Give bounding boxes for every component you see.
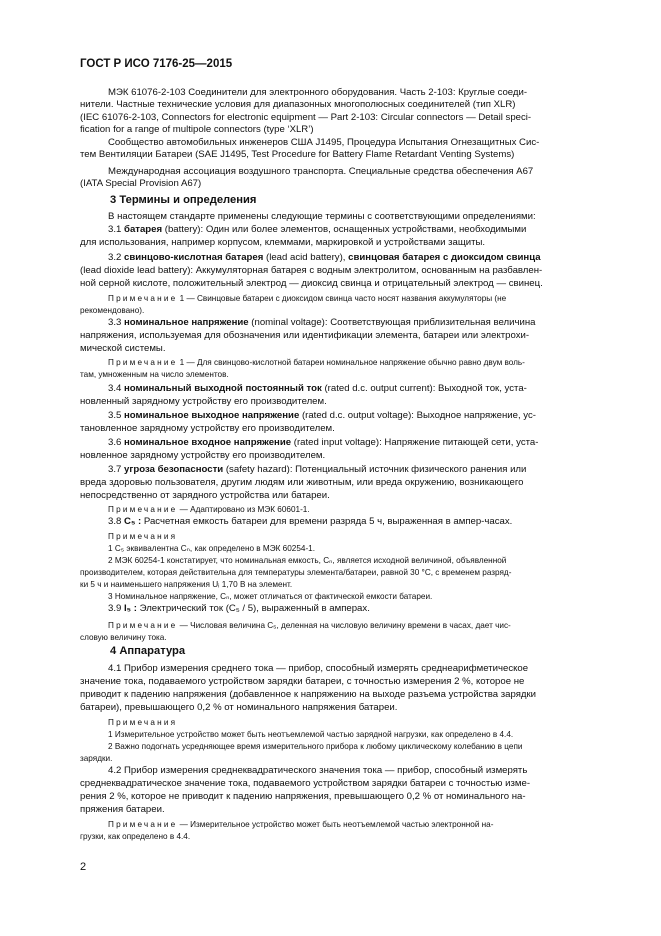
section-heading: 3 Термины и определения [110, 194, 257, 206]
note-line: 3 Номинальное напряжение, Cₙ, может отличаться от фактической емкости батареи. [108, 592, 433, 601]
note-line: Примечание — Измерительное устройство может быть неотъемлемой частью электронной на- [108, 820, 494, 829]
note-line: ки 5 ч и наименьшего напряжения Uᵢ 1,70 В на элемент. [80, 580, 293, 589]
text-line: нители. Частные технические условия для диапазонных многополюсных соединителей (тип XLR) [80, 99, 516, 110]
page-number: 2 [80, 861, 87, 873]
section-heading: 4 Аппаратура [110, 645, 186, 657]
note-line: Примечание 1 — Свинцовые батареи с диоксидом свинца часто носят названия аккумуляторы (не [108, 294, 507, 303]
text-line: непосредственно от зарядного устройства или батареи. [80, 490, 330, 501]
text-line: МЭК 61076-2-103 Соединители для электронного оборудования. Часть 2-103: Круглые соеди- [108, 87, 528, 98]
text-line: тановленное зарядному устройству его производителем. [80, 423, 335, 434]
text-line: 3.6 номинальное входное напряжение (rated input voltage): Напряжение питающей сети, уста- [108, 437, 539, 448]
note-line: 2 Важно подогнать усредняющее время измерительного прибора к любому циклическому колебанию в цепи [108, 742, 523, 751]
note-line: 1 Измерительное устройство может быть неотъемлемой частью зарядной нагрузки, как определено в 4.4. [108, 730, 514, 739]
text-line: 3.3 номинальное напряжение (nominal voltage): Соответствующая приблизительная величина [108, 317, 536, 328]
note-line: грузки, как определено в 4.4. [80, 832, 191, 841]
note-line: 1 C₅ эквивалентна Cₙ, как определено в МЭК 60254-1. [108, 544, 316, 553]
text-line: значение тока, подаваемого устройством зарядки батареи, с точностью измерения 2 %, которое не [80, 676, 525, 687]
note-line: Примечание 1 — Для свинцово-кислотной батареи номинальное напряжение обычно равно двум воль- [108, 358, 525, 367]
text-line: (lead dioxide lead battery): Аккумуляторная батарея с водным электролитом, основанным на разбавлен- [80, 265, 543, 276]
text-line: новленный зарядному устройству его производителем. [80, 396, 327, 407]
note-line: словую величину тока. [80, 633, 167, 642]
text-line: пряжения батареи. [80, 804, 165, 815]
text-line: Международная ассоциация воздушного транспорта. Специальные средства обеспечения A67 [108, 166, 534, 177]
text-line: Сообщество автомобильных инженеров США J1495, Процедура Испытания Огнезащитных Сис- [108, 137, 540, 148]
text-line: fication for a range of multipole connectors (type ‘XLR’) [80, 124, 314, 135]
text-line: рения 2 %, которое не приводит к падению напряжения, превышающего 0,2 % от номинального на- [80, 791, 526, 802]
text-line: вреда здоровью пользователя, другим людям или животным, или вреда окружению, возникающего [80, 477, 524, 488]
text-line: 3.5 номинальное выходное напряжение (rated d.c. output voltage): Выходное напряжение, ус- [108, 410, 536, 421]
text-line: среднеквадратическое значение тока, подаваемого устройством зарядки батареи с точностью изме- [80, 778, 531, 789]
text-line: 3.4 номинальный выходной постоянный ток (rated d.c. output current): Выходной ток, уста- [108, 383, 527, 394]
text-line: батареи), превышающего 0,2 % от номинального напряжения батареи. [80, 702, 398, 713]
note-line: Примечания [108, 532, 178, 541]
text-line: для использования, например корпусом, клеммами, маркировкой и устройствами защиты. [80, 237, 486, 248]
text-line: тем Вентиляции Батареи (SAE J1495, Test Procedure for Battery Flame Retardant Venting Systems) [80, 149, 515, 160]
note-line: Примечание — Числовая величина C₅, деленная на числовую величину времени в часах, дает чис- [108, 621, 511, 630]
note-line: там, умноженным на число элементов. [80, 370, 229, 379]
text-line: (IEC 61076-2-103, Connectors for electronic equipment — Part 2-103: Circular connectors — Detail speci- [80, 112, 532, 123]
text-line: 3.8 C₅ : Расчетная емкость батареи для времени разряда 5 ч, выраженная в ампер-часах. [108, 516, 513, 527]
text-line: (IATA Special Provision A67) [80, 178, 202, 189]
text-line: приводит к падению напряжения (добавленное к напряжению на выходе разъема устройства зарядки [80, 689, 537, 700]
note-line: производителем, которая действительна для температуры элемента/батареи, равной 30 °С, с временем разряд- [80, 568, 512, 577]
text-line: напряжения, используемая для обозначения или идентификации элемента, батареи или электрохи- [80, 330, 530, 341]
text-line: 4.1 Прибор измерения среднего тока — прибор, способный измерять среднеарифметическое [108, 663, 529, 674]
document-header: ГОСТ Р ИСО 7176-25—2015 [80, 58, 233, 70]
text-line: мической системы. [80, 343, 166, 354]
text-line: 3.2 свинцово-кислотная батарея (lead acid battery), свинцовая батарея с диоксидом свинца [108, 252, 541, 263]
text-line: 4.2 Прибор измерения среднеквадратического значения тока — прибор, способный измерять [108, 765, 528, 776]
note-line: зарядки. [80, 754, 113, 763]
note-line: Примечание — Адаптировано из МЭК 60601-1. [108, 505, 310, 514]
text-line: ной серной кислоте, положительный электрод — диоксид свинца и отрицательный электрод — свинец. [80, 278, 543, 289]
text-line: 3.7 угроза безопасности (safety hazard): Потенциальный источник физического ранения или [108, 464, 527, 475]
note-line: Примечания [108, 718, 178, 727]
text-line: 3.1 батарея (battery): Один или более элементов, оснащенных устройствами, необходимыми [108, 224, 527, 235]
note-line: 2 МЭК 60254-1 констатирует, что номинальная емкость, Cₙ, является исходной величиной, объявленной [108, 556, 507, 565]
text-line: В настоящем стандарте применены следующие термины с соответствующими определениями: [108, 211, 536, 222]
text-line: новленное зарядному устройству его производителем. [80, 450, 326, 461]
note-line: рекомендовано). [80, 306, 145, 315]
text-line: 3.9 I₅ : Электрический ток (C₅ / 5), выраженный в амперах. [108, 603, 370, 614]
